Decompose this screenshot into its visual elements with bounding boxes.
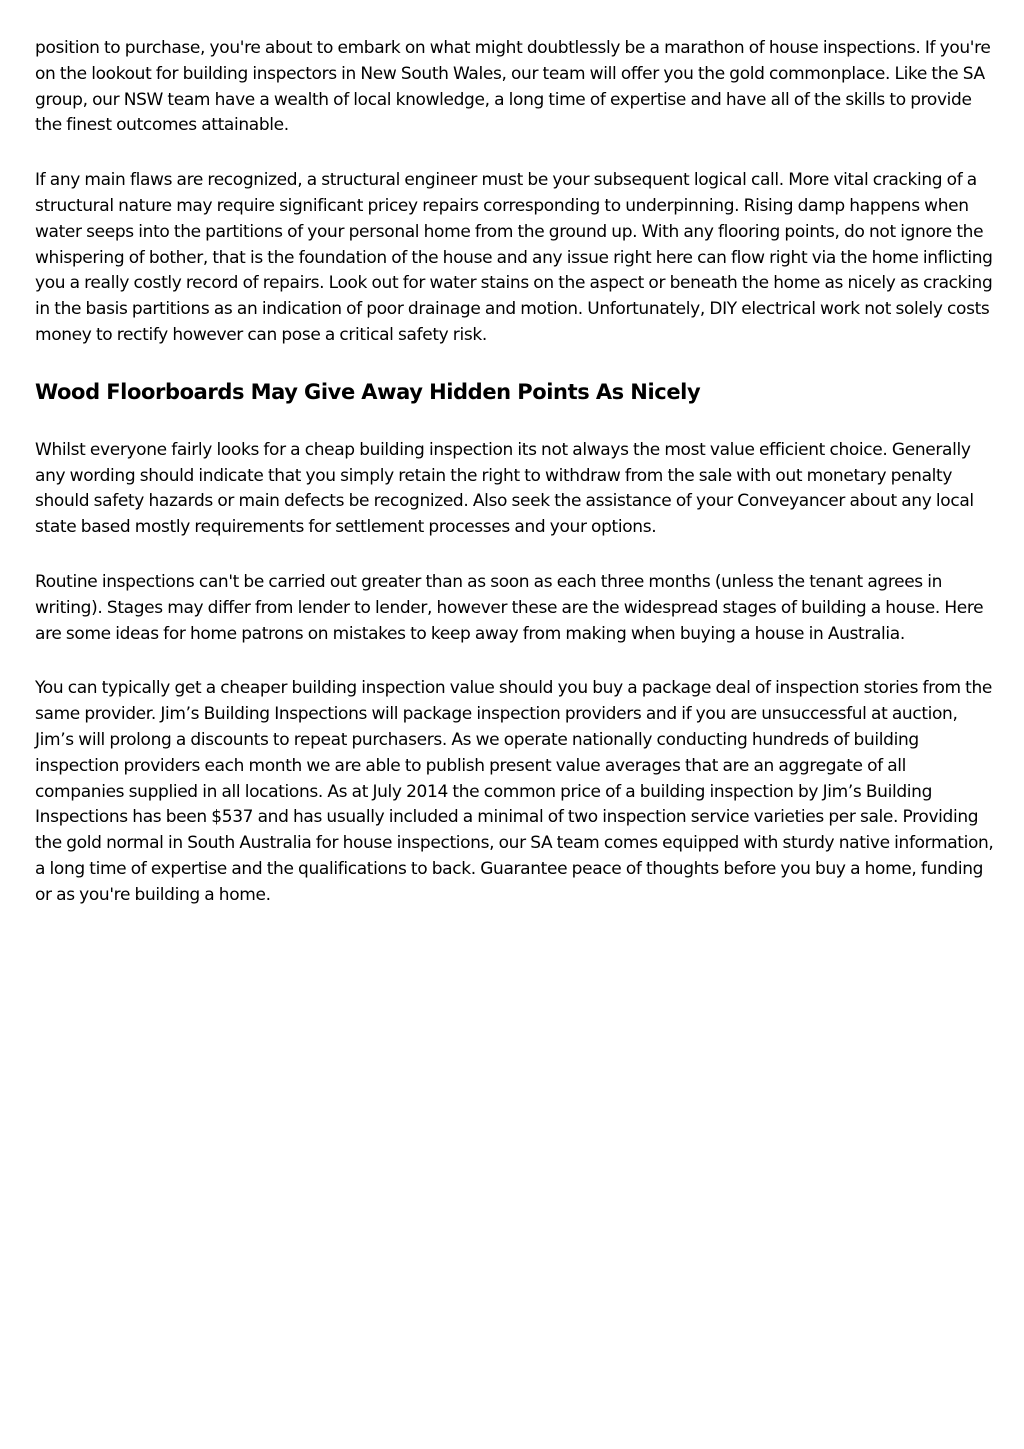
paragraph-package-deal: You can typically get a cheaper building inspection value should you buy a package deal of inspection stories from the same provider. Jim’s Building Inspections will package inspection providers and if you are unsuccessful at auction, Jim’s will prolong a discounts to repeat purchasers. As we operate nationally conducting hundreds of building inspection providers each month we are able to publish present value averages that are an aggregate of all companies supplied in all locations. As at July 2014 the common price of a building inspection by Jim’s Building Inspections has been $537 and has usually included a minimal of two inspection service varieties per sale. Providing the gold normal in South Australia for house inspections, our SA team comes equipped with sturdy native information, a long time of expertise and the qualifications to back. Guarantee peace of thoughts before you buy a home, funding or as you're building a home. [35,678,994,905]
paragraph-cheap-inspection: Whilst everyone fairly looks for a cheap building inspection its not always the most value efficient choice. Generally any wording should indicate that you simply retain the right to withdraw from the sale with out monetary penalty should safety hazards or main defects be recognized. Also seek the assistance of your Conveyancer about any local state based mostly requirements for settlement processes and your options. [35,439,974,538]
section-heading: Wood Floorboards May Give Away Hidden Points As Nicely [35,379,701,404]
paragraph-routine-inspections: Routine inspections can't be carried out greater than as soon as each three months (unless the tenant agrees in writing). Stages may differ from lender to lender, however these are the widespread stages of building a house. Here are some ideas for home patrons on mistakes to keep away from making when buying a house in Australia. [35,571,984,644]
paragraph-structural-flaws: If any main flaws are recognized, a structural engineer must be your subsequent logical call. More vital cracking of a structural nature may require significant pricey repairs corresponding to underpinning. Rising damp happens when water seeps into the partitions of your personal home from the ground up. With any flooring points, do not ignore the whispering of bother, that is the foundation of the house and any issue right here can flow right via the home inflicting you a really costly record of repairs. Look out for water stains on the aspect or beneath the home as nicely as cracking in the basis partitions as an indication of poor drainage and motion. Unfortunately, DIY electrical work not solely costs money to rectify however can pose a critical safety risk. [35,170,993,345]
paragraph-nsw-inspections: position to purchase, you're about to embark on what might doubtlessly be a marathon of house inspections. If you're on the lookout for building inspectors in New South Wales, our team will offer you the gold commonplace. Like the SA group, our NSW team have a wealth of local knowledge, a long time of expertise and have all of the skills to provide the finest outcomes attainable. [35,38,991,136]
document-page [35,36,997,938]
